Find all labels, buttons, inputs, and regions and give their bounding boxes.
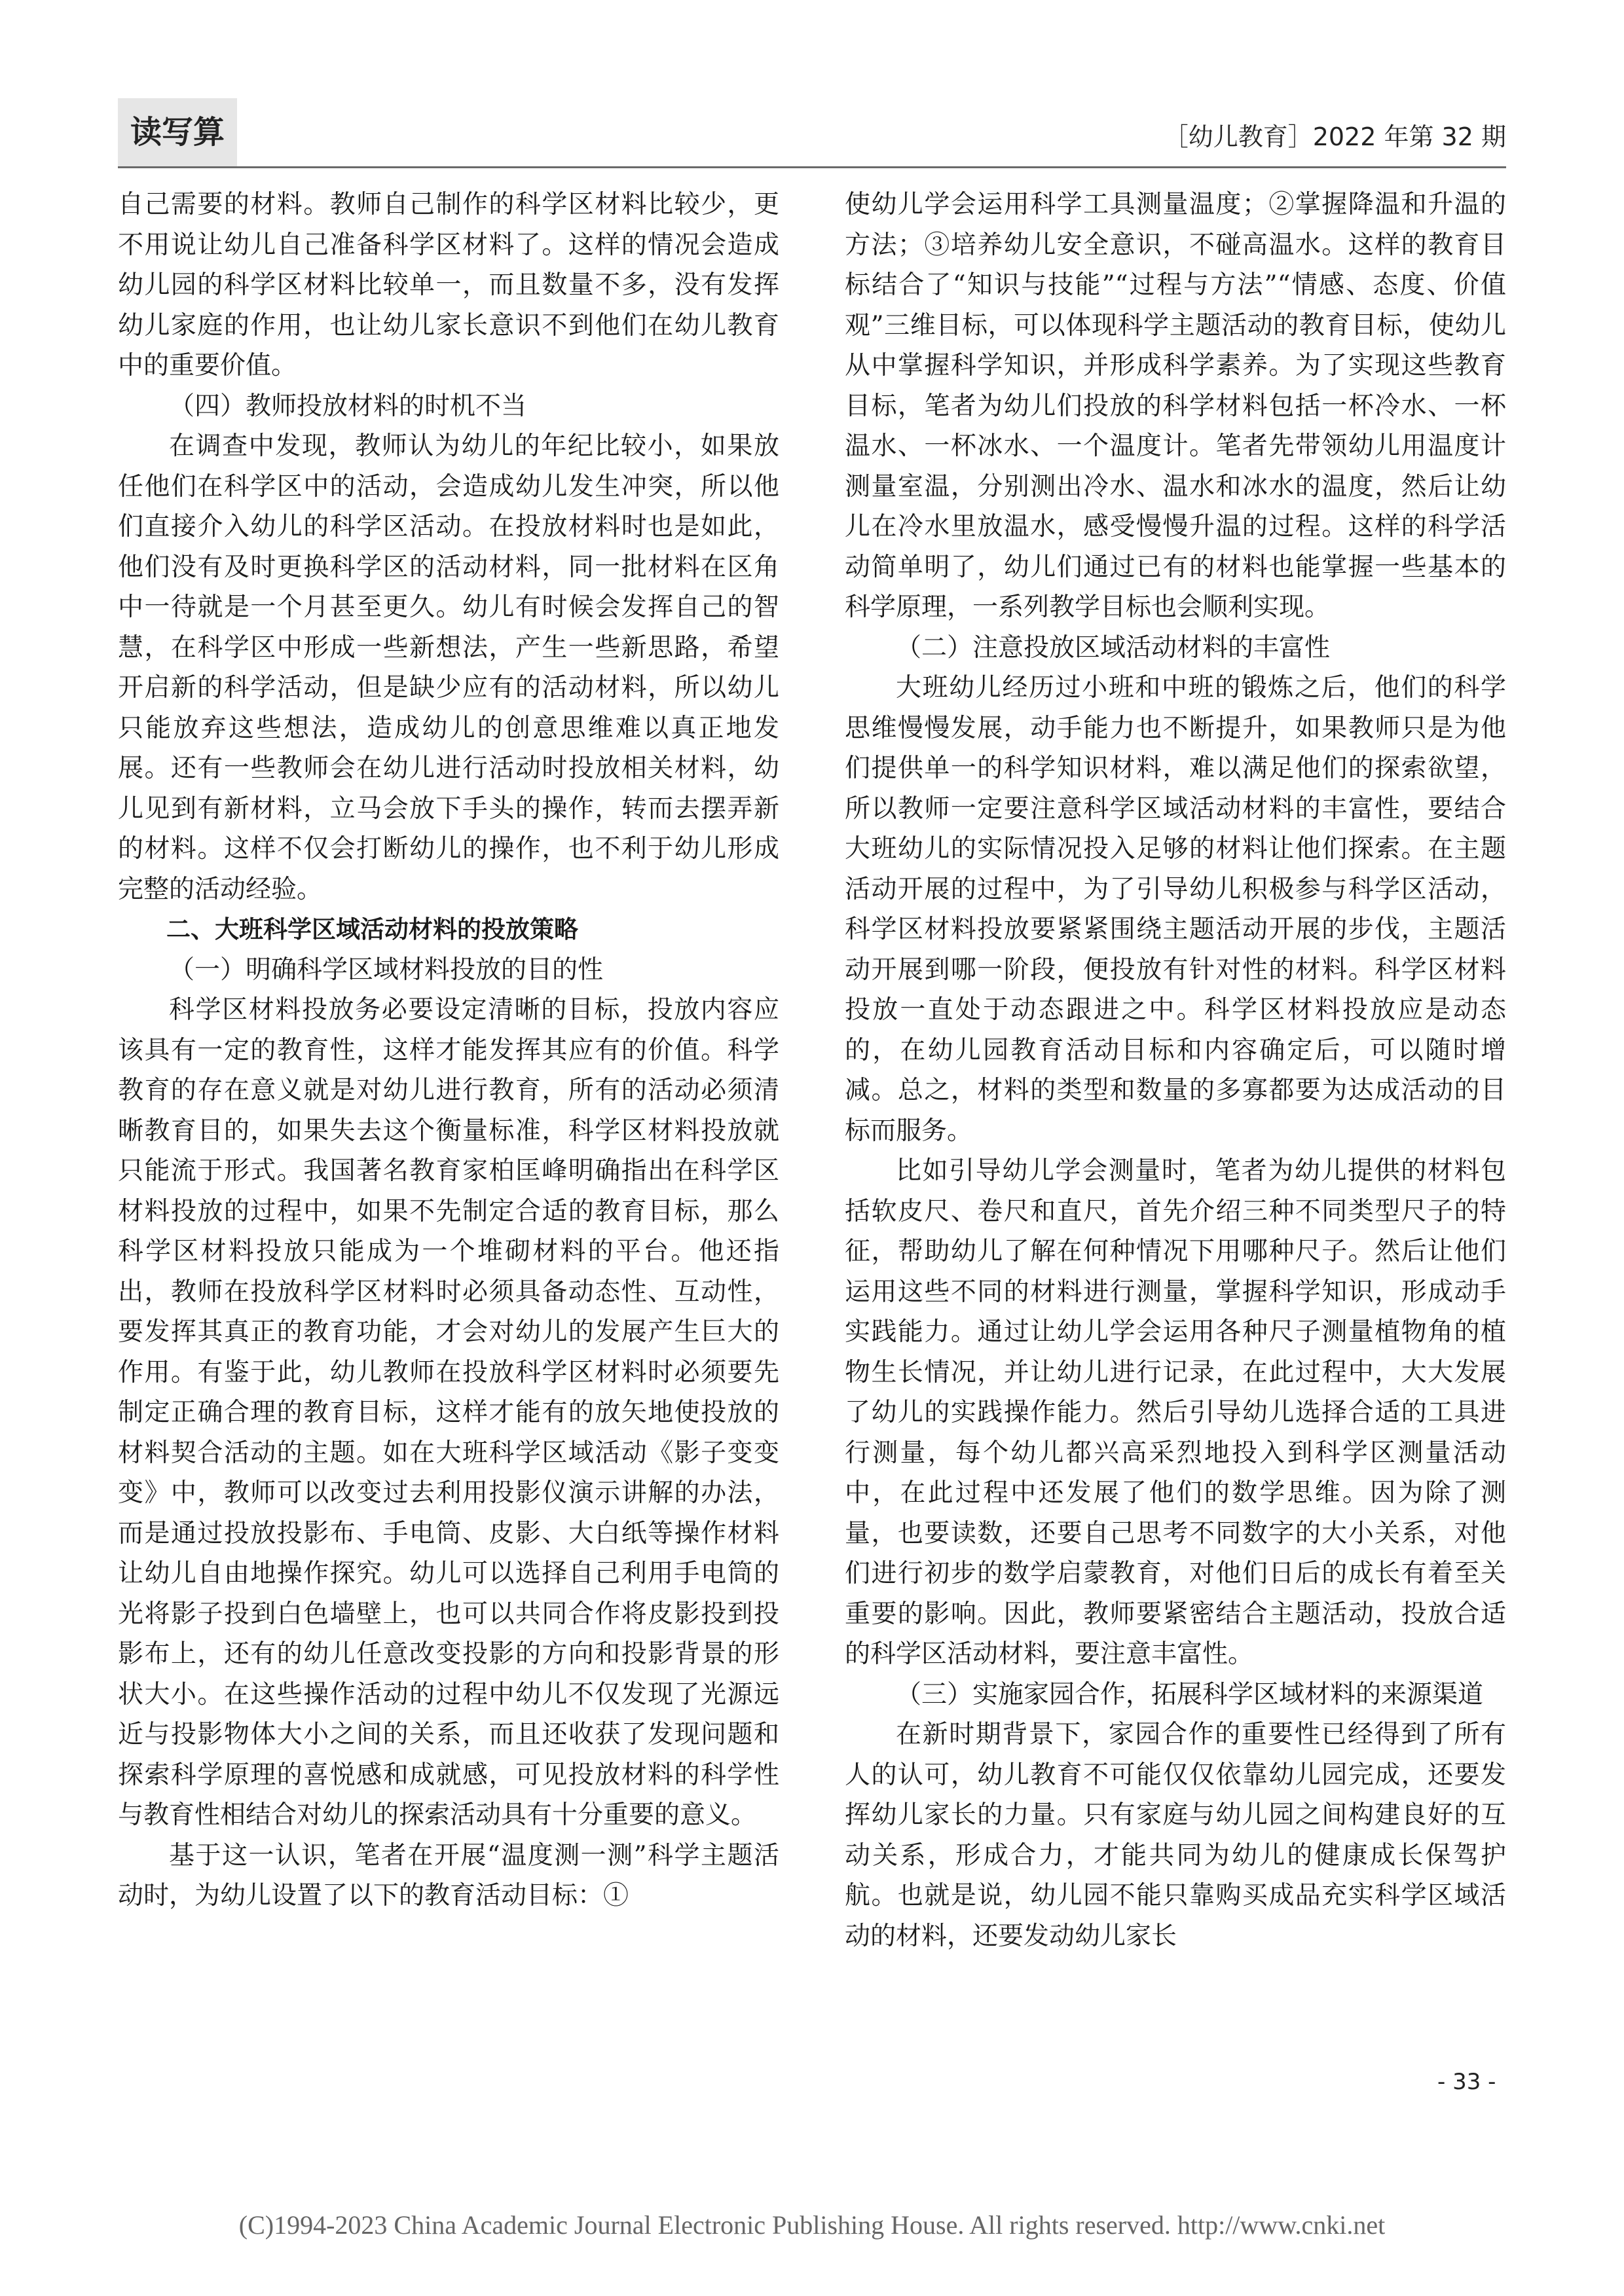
section-heading: （四）教师投放材料的时机不当 xyxy=(169,391,527,421)
left-column xyxy=(118,185,779,1916)
journal-name: 读写算 xyxy=(130,114,225,151)
section-heading: 二、大班科学区域活动材料的投放策略 xyxy=(166,915,578,943)
section-heading: （三）实施家园合作，拓展科学区域材料的来源渠道 xyxy=(896,1679,1484,1709)
header-rule xyxy=(118,166,1506,168)
paragraph: 使幼儿学会运用科学工具测量温度；②掌握降温和升温的方法；③培养幼儿安全意识，不碰高温水。这样的教育目标结合了“知识与技能”“过程与方法”“情感、态度、价值观”三维目标，可以体现科学主题活动的教育目标，使幼儿从中掌握科学知识，并形成科学素养。为了实现这些教育目标，笔者为幼儿们投放的科学材料包括一杯冷水、一杯温水、一杯冰水、一个温度计。笔者先带领幼儿用温度计测量室温，分别测出冷水、温水和冰水的温度，然后让幼儿在冷水里放温水，感受慢慢升温的过程。这样的科学活动简单明了，幼儿们通过已有的材料也能掌握一些基本的科学原理，一系列教学目标也会顺利实现。 xyxy=(845,190,1506,622)
page-header xyxy=(118,98,1506,166)
paragraph: 基于这一认识，笔者在开展“温度测一测”科学主题活动时，为幼儿设置了以下的教育活动目标：① xyxy=(118,1840,779,1910)
journal-badge xyxy=(118,98,237,166)
paragraph: 在调查中发现，教师认为幼儿的年纪比较小，如果放任他们在科学区中的活动，会造成幼儿发生冲突，所以他们直接介入幼儿的科学区活动。在投放材料时也是如此，他们没有及时更换科学区的活动材料，同一批材料在区角中一待就是一个月甚至更久。幼儿有时候会发挥自己的智慧，在科学区中形成一些新想法，产生一些新思路，希望开启新的科学活动，但是缺少应有的活动材料，所以幼儿只能放弃这些想法，造成幼儿的创意思维难以真正地发展。还有一些教师会在幼儿进行活动时投放相关材料，幼儿见到有新材料，立马会放下手头的操作，转而去摆弄新的材料。这样不仅会打断幼儿的操作，也不利于幼儿形成完整的活动经验。 xyxy=(118,431,779,904)
right-column xyxy=(845,185,1506,1956)
page-number: - 33 - xyxy=(1437,2069,1496,2095)
paragraph: 科学区材料投放务必要设定清晰的目标，投放内容应该具有一定的教育性，这样才能发挥其应有的价值。科学教育的存在意义就是对幼儿进行教育，所有的活动必须清晰教育目的，如果失去这个衡量标准，科学区材料投放就只能流于形式。我国著名教育家柏匡峰明确指出在科学区材料投放的过程中，如果不先制定合适的教育目标，那么科学区材料投放只能成为一个堆砌材料的平台。他还指出，教师在投放科学区材料时必须具备动态性、互动性，要发挥其真正的教育功能，才会对幼儿的发展产生巨大的作用。有鉴于此，幼儿教师在投放科学区材料时必须要先制定正确合理的教育目标，这样才能有的放矢地使投放的材料契合活动的主题。如在大班科学区域活动《影子变变变》中，教师可以改变过去利用投影仪演示讲解的办法，而是通过投放投影布、手电筒、皮影、大白纸等操作材料让幼儿自由地操作探究。幼儿可以选择自己利用手电筒的光将影子投到白色墙壁上，也可以共同合作将皮影投到投影布上，还有的幼儿任意改变投影的方向和投影背景的形状大小。在这些操作活动的过程中幼儿不仅发现了光源远近与投影物体大小之间的关系，而且还收获了发现问题和探索科学原理的喜悦感和成就感，可见投放材料的科学性与教育性相结合对幼儿的探索活动具有十分重要的意义。 xyxy=(118,995,779,1830)
issue-label: ［幼儿教育］2022 年第 32 期 xyxy=(1163,122,1506,151)
copyright-footer: (C)1994-2023 China Academic Journal Electronic Publishing House. All rights reserved. http://www.cnki.net xyxy=(238,2210,1386,2240)
paragraph: 大班幼儿经历过小班和中班的锻炼之后，他们的科学思维慢慢发展，动手能力也不断提升，如果教师只是为他们提供单一的科学知识材料，难以满足他们的探索欲望，所以教师一定要注意科学区域活动材料的丰富性，要结合大班幼儿的实际情况投入足够的材料让他们探索。在主题活动开展的过程中，为了引导幼儿积极参与科学区活动，科学区材料投放要紧紧围绕主题活动开展的步伐，主题活动开展到哪一阶段，便投放有针对性的材料。科学区材料投放一直处于动态跟进之中。科学区材料投放应是动态的，在幼儿园教育活动目标和内容确定后，可以随时增减。总之，材料的类型和数量的多寡都要为达成活动的目标而服务。 xyxy=(845,673,1506,1146)
paragraph: 在新时期背景下，家园合作的重要性已经得到了所有人的认可，幼儿教育不可能仅仅依靠幼儿园完成，还要发挥幼儿家长的力量。只有家庭与幼儿园之间构建良好的互动关系，形成合力，才能共同为幼儿的健康成长保驾护航。也就是说，幼儿园不能只靠购买成品充实科学区域活动的材料，还要发动幼儿家长 xyxy=(845,1720,1506,1951)
section-heading: （一）明确科学区域材料投放的目的性 xyxy=(169,955,604,985)
section-heading: （二）注意投放区域活动材料的丰富性 xyxy=(896,632,1331,663)
paragraph: 自己需要的材料。教师自己制作的科学区材料比较少，更不用说让幼儿自己准备科学区材料了。这样的情况会造成幼儿园的科学区材料比较单一，而且数量不多，没有发挥幼儿家庭的作用，也让幼儿家长意识不到他们在幼儿教育中的重要价值。 xyxy=(118,190,779,380)
paragraph: 比如引导幼儿学会测量时，笔者为幼儿提供的材料包括软皮尺、卷尺和直尺，首先介绍三种不同类型尺子的特征，帮助幼儿了解在何种情况下用哪种尺子。然后让他们运用这些不同的材料进行测量，掌握科学知识，形成动手实践能力。通过让幼儿学会运用各种尺子测量植物角的植物生长情况，并让幼儿进行记录，在此过程中，大大发展了幼儿的实践操作能力。然后引导幼儿选择合适的工具进行测量，每个幼儿都兴高采烈地投入到科学区测量活动中，在此过程中还发展了他们的数学思维。因为除了测量，也要读数，还要自己思考不同数字的大小关系，对他们进行初步的数学启蒙教育，对他们日后的成长有着至关重要的影响。因此，教师要紧密结合主题活动，投放合适的科学区活动材料，要注意丰富性。 xyxy=(845,1156,1506,1669)
